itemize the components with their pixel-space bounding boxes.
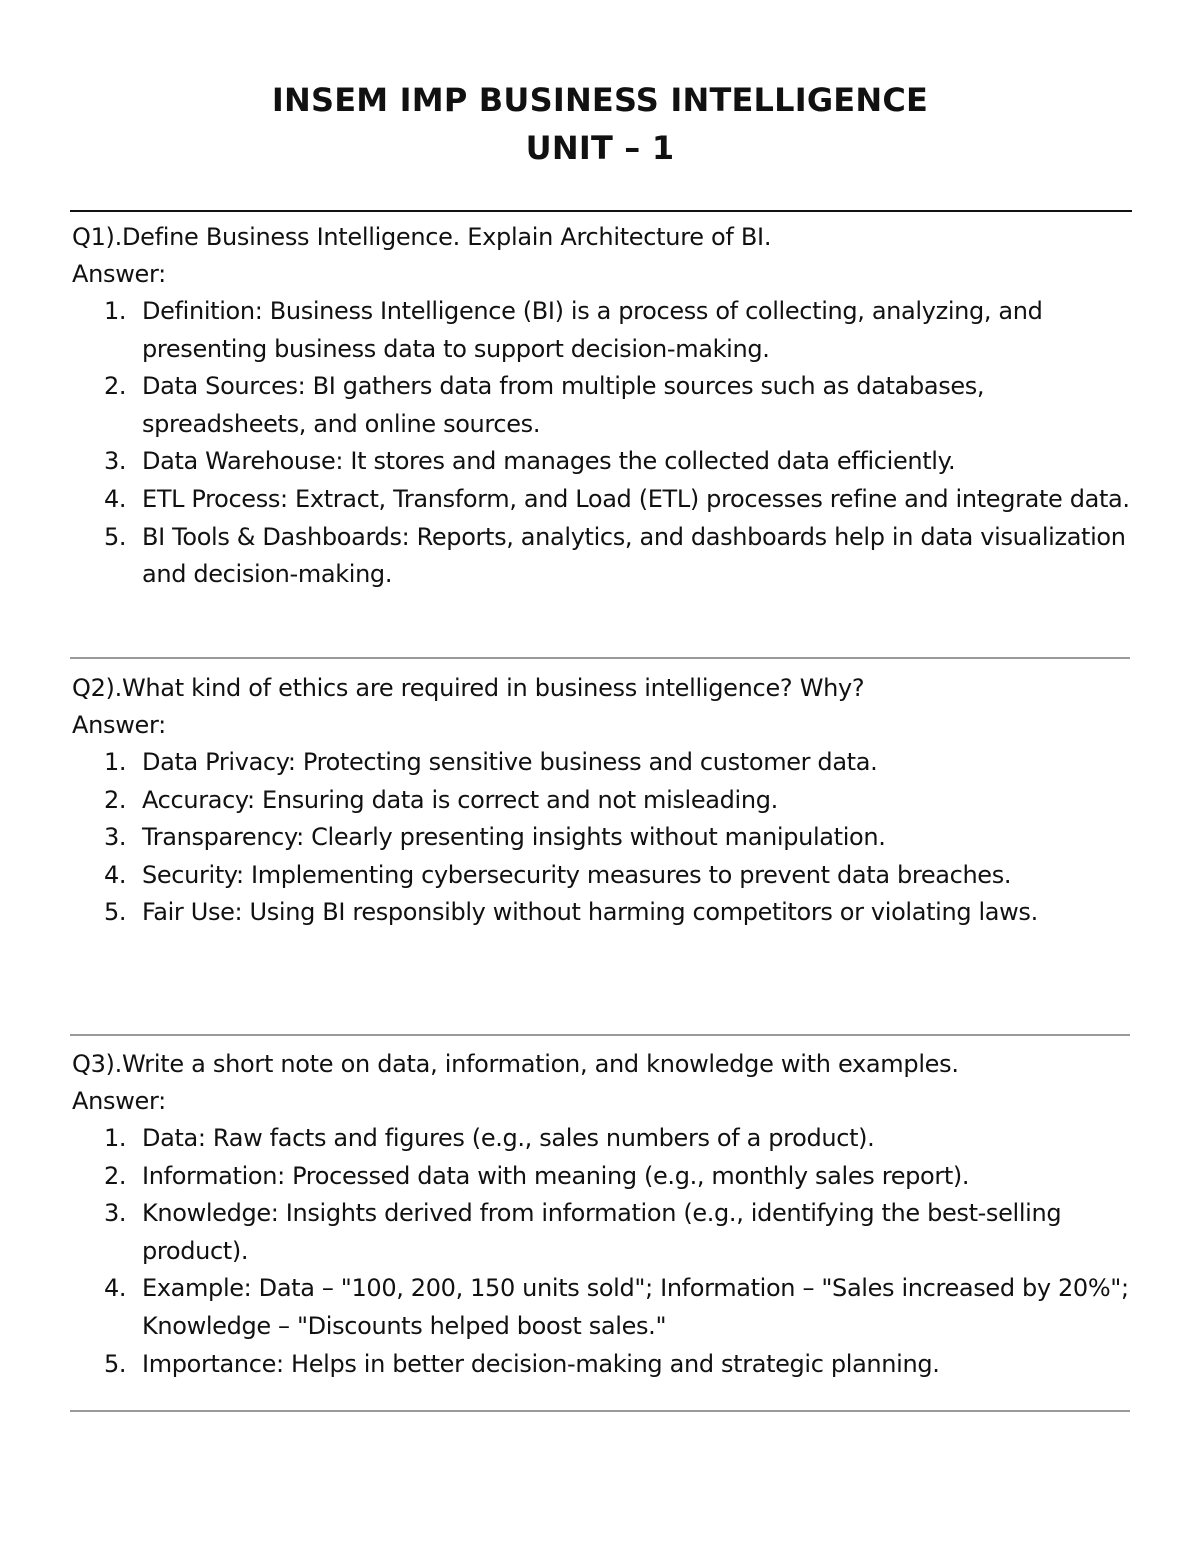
section-divider xyxy=(70,657,1130,659)
list-item xyxy=(72,1346,1134,1384)
section-divider xyxy=(70,1410,1130,1412)
item-number: 5. xyxy=(104,522,127,551)
list-item xyxy=(72,293,1134,368)
item-text: Information: Processed data with meaning (e.g., monthly sales report). xyxy=(142,1161,970,1190)
title-line-2: UNIT – 1 xyxy=(525,129,675,167)
item-number: 5. xyxy=(104,1349,127,1378)
item-number: 4. xyxy=(104,484,127,513)
item-number: 4. xyxy=(104,860,127,889)
item-number: 4. xyxy=(104,1274,127,1303)
item-text: BI Tools & Dashboards: Reports, analytics, and dashboards help in data visualization and decision-making. xyxy=(142,522,1126,589)
item-number: 5. xyxy=(104,898,127,927)
item-text: Data: Raw facts and figures (e.g., sales numbers of a product). xyxy=(142,1124,875,1152)
list-item xyxy=(72,1270,1134,1345)
item-number: 2. xyxy=(104,1161,127,1190)
item-number: 3. xyxy=(104,447,127,476)
item-number: 3. xyxy=(104,823,127,852)
answer-label: Answer: xyxy=(72,1087,166,1115)
item-number: 2. xyxy=(104,785,127,814)
question-heading: Q2).What kind of ethics are required in business intelligence? Why? xyxy=(72,674,865,702)
item-text: Fair Use: Using BI responsibly without harming competitors or violating laws. xyxy=(142,898,1038,927)
list-item xyxy=(72,519,1134,594)
list-item xyxy=(72,1195,1134,1270)
list-item xyxy=(72,368,1134,443)
list-item xyxy=(72,819,1134,857)
item-text: Importance: Helps in better decision-making and strategic planning. xyxy=(142,1349,940,1378)
section-divider xyxy=(70,1034,1130,1036)
document-title xyxy=(0,76,1200,172)
answer-label: Answer: xyxy=(72,711,166,739)
item-number: 1. xyxy=(104,748,127,776)
answer-list xyxy=(72,1120,1134,1383)
answer-list xyxy=(72,744,1134,932)
question-section-3 xyxy=(72,1046,1134,1383)
answer-label: Answer: xyxy=(72,260,166,288)
question-section-1 xyxy=(72,219,1134,594)
title-line-1: INSEM IMP BUSINESS INTELLIGENCE xyxy=(271,81,929,119)
item-text: Data Privacy: Protecting sensitive business and customer data. xyxy=(142,748,878,776)
item-text: Transparency: Clearly presenting insights without manipulation. xyxy=(142,823,886,852)
list-item xyxy=(72,744,1134,782)
item-text: Definition: Business Intelligence (BI) is a process of collecting, analyzing, and presenting business data to support decision-making. xyxy=(142,297,1043,363)
list-item xyxy=(72,443,1134,481)
list-item xyxy=(72,1158,1134,1196)
item-text: Accuracy: Ensuring data is correct and not misleading. xyxy=(142,785,778,814)
list-item xyxy=(72,481,1134,519)
item-number: 3. xyxy=(104,1199,127,1228)
top-divider xyxy=(70,210,1132,212)
list-item xyxy=(72,1120,1134,1158)
item-text: Data Sources: BI gathers data from multiple sources such as databases, spreadsheets, and online sources. xyxy=(142,372,985,438)
list-item xyxy=(72,782,1134,820)
list-item xyxy=(72,857,1134,895)
item-number: 2. xyxy=(104,372,127,401)
question-heading: Q3).Write a short note on data, information, and knowledge with examples. xyxy=(72,1050,959,1078)
question-heading: Q1).Define Business Intelligence. Explain Architecture of BI. xyxy=(72,223,772,251)
item-text: Knowledge: Insights derived from information (e.g., identifying the best-selling product). xyxy=(142,1199,1062,1265)
item-number: 1. xyxy=(104,297,127,325)
item-text: Security: Implementing cybersecurity measures to prevent data breaches. xyxy=(142,860,1012,889)
item-text: Data Warehouse: It stores and manages the collected data efficiently. xyxy=(142,447,956,476)
item-text: ETL Process: Extract, Transform, and Load (ETL) processes refine and integrate data. xyxy=(142,484,1130,513)
answer-list xyxy=(72,293,1134,594)
item-number: 1. xyxy=(104,1124,127,1152)
list-item xyxy=(72,894,1134,932)
item-text: Example: Data – "100, 200, 150 units sold"; Information – "Sales increased by 20%"; Knowledge – "Discounts helped boost sales." xyxy=(142,1274,1129,1340)
question-section-2 xyxy=(72,670,1134,932)
